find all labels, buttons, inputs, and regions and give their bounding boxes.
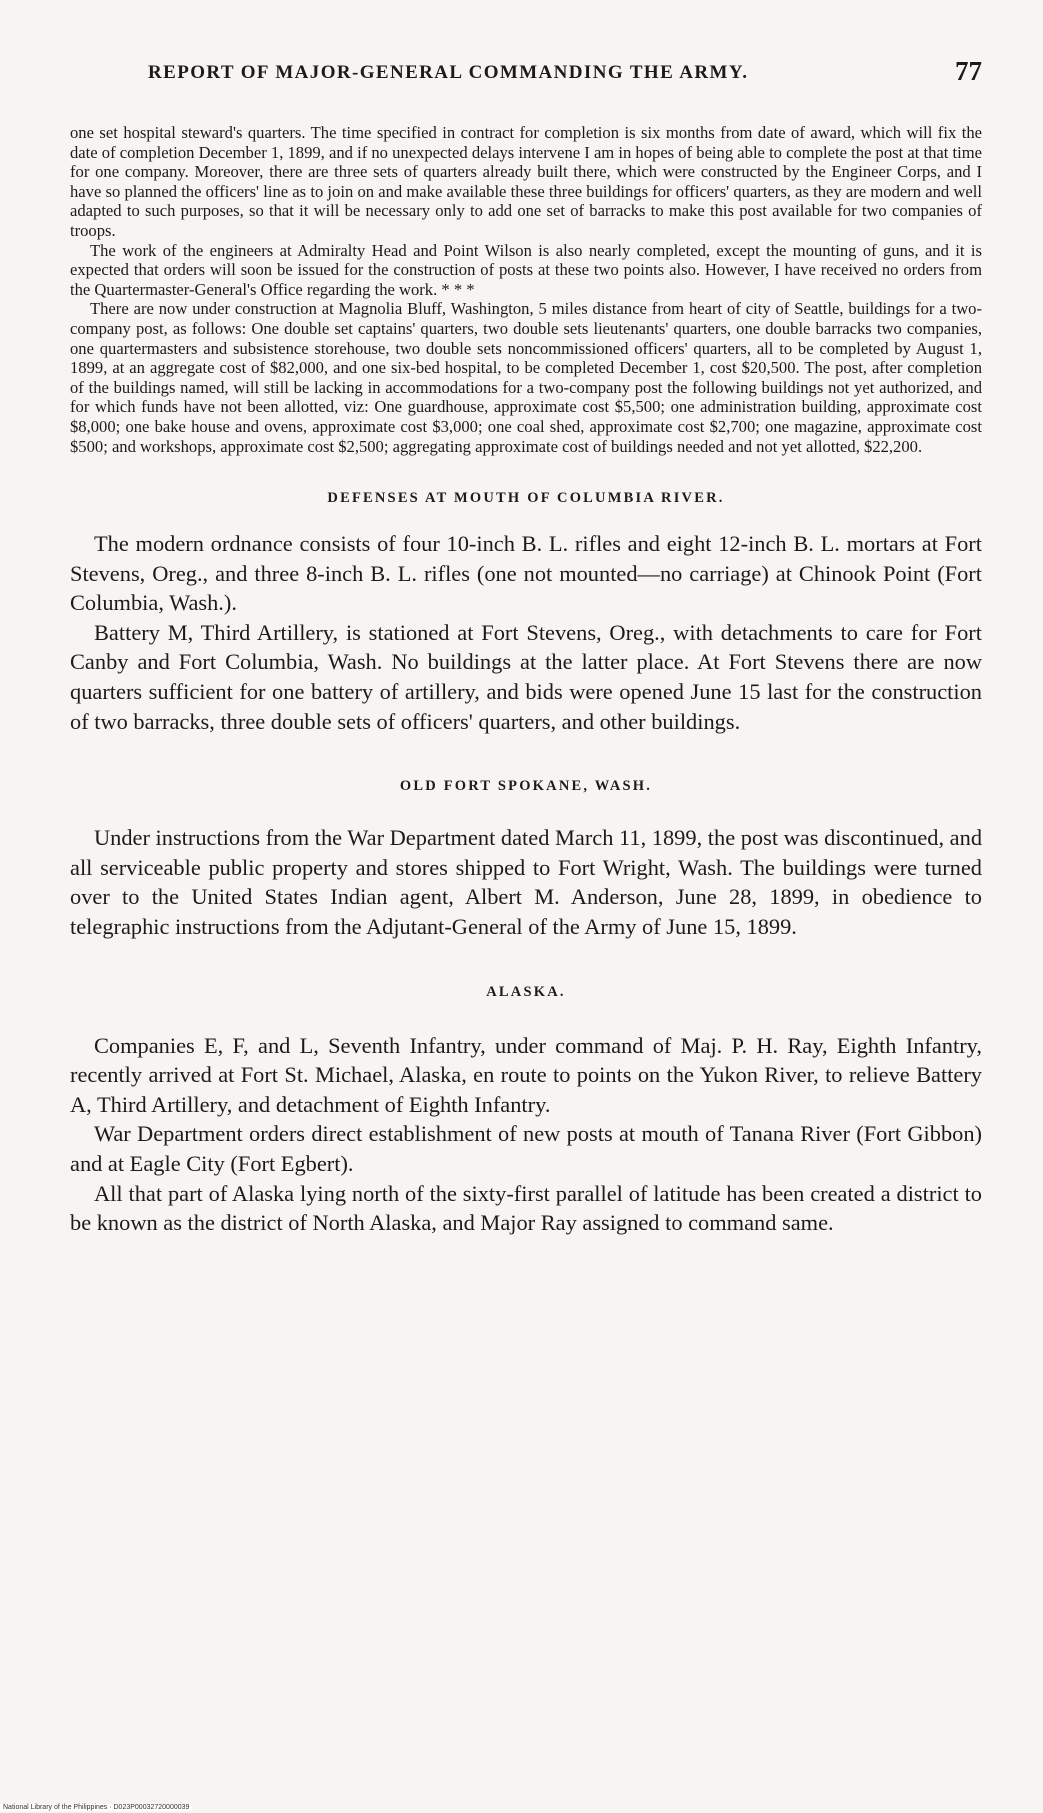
section-heading-columbia-river: DEFENSES AT MOUTH OF COLUMBIA RIVER. <box>327 490 725 507</box>
section-paragraph: Companies E, F, and L, Seventh Infantry, under command of Maj. P. H. Ray, Eighth Infantry, recently arrived at Fort St. Michael, Alaska, en route to points on the Yukon River, to relieve Battery A, Third Artillery, and detachment of Eighth Infantry. <box>70 1032 982 1117</box>
document-page <box>70 50 982 1238</box>
section-paragraph: All that part of Alaska lying north of the sixty-first parallel of latitude has been created a district to be known as the district of North Alaska, and Major Ray assigned to command same. <box>70 1180 982 1236</box>
library-stamp: National Library of the Philippines · D023P00032720000039 <box>0 1804 192 1811</box>
section-paragraph: The modern ordnance consists of four 10-inch B. L. rifles and eight 12-inch B. L. mortars at Fort Stevens, Oreg., and three 8-inch B. L. rifles (one not mounted—no carriage) at Chinook Point (Fort Columbia, Wash.). <box>70 531 982 616</box>
running-title: REPORT OF MAJOR-GENERAL COMMANDING THE ARMY. <box>148 62 749 83</box>
section-paragraph: War Department orders direct establishment of new posts at mouth of Tanana River (Fort Gibbon) and at Eagle City (Fort Egbert). <box>70 1121 982 1176</box>
section-alaska <box>70 1031 982 1238</box>
section-fort-spokane <box>70 823 982 941</box>
intro-paragraph: The work of the engineers at Admiralty Head and Point Wilson is also nearly completed, except the mounting of guns, and it is expected that orders will soon be issued for the construction of posts at these two points also. However, I have received no orders from the Quartermaster-General's Office regarding the work. * * * <box>70 240 982 299</box>
section-heading-fort-spokane: OLD FORT SPOKANE, WASH. <box>399 778 653 795</box>
page-number: 77 <box>955 56 982 86</box>
intro-paragraph: There are now under construction at Magnolia Bluff, Washington, 5 miles distance from heart of city of Seattle, buildings for a two-company post, as follows: One double set captains' quarters, two double sets lieutenants' quarters, one double barracks two companies, one quartermasters and subsistence storehouse, two double sets noncommissioned officers' quarters, all to be completed by August 1, 1899, at an aggregate cost of $82,000, and one six-bed hospital, to be completed December 1, cost $20,500. The post, after completion of the buildings named, will still be lacking in accommodations for a two-company post the following buildings not yet authorized, and for which funds have not been allotted, viz: One guardhouse, approximate cost $5,500; one administration building, approximate cost $8,000; one bake house and ovens, approximate cost $3,000; one coal shed, approximate cost $2,700; one magazine, approximate cost $500; and workshops, approximate cost $2,500; aggregating approximate cost of buildings needed and not yet allotted, $22,200. <box>70 299 982 456</box>
section-columbia-river <box>70 529 982 736</box>
section-paragraph: Battery M, Third Artillery, is stationed at Fort Stevens, Oreg., with detachments to care for Fort Canby and Fort Columbia, Wash. No buildings at the latter place. At Fort Stevens there are now quarters sufficient for one battery of artillery, and bids were opened June 15 last for the construction of two barracks, three double sets of officers' quarters, and other buildings. <box>70 619 982 734</box>
section-paragraph: Under instructions from the War Department dated March 11, 1899, the post was discontinued, and all serviceable public property and stores shipped to Fort Wright, Wash. The buildings were turned over to the United States Indian agent, Albert M. Anderson, June 28, 1899, in obedience to telegraphic instructions from the Adjutant-General of the Army of June 15, 1899. <box>70 825 983 940</box>
running-head <box>70 50 982 90</box>
section-heading-alaska: ALASKA. <box>486 983 566 1000</box>
intro-block <box>70 123 982 456</box>
intro-paragraph: one set hospital steward's quarters. The time specified in contract for completion is six months from date of award, which will fix the date of completion December 1, 1899, and if no unexpected delays intervene I am in hopes of being able to complete the post at that time for one company. Moreover, there are three sets of quarters already built there, which were constructed by the Engineer Corps, and I have so planned the officers' line as to join on and make available these three buildings for officers' quarters, as they are modern and well adapted to such purposes, so that it will be necessary only to add one set of barracks to make this post available for two companies of troops. <box>70 123 982 240</box>
